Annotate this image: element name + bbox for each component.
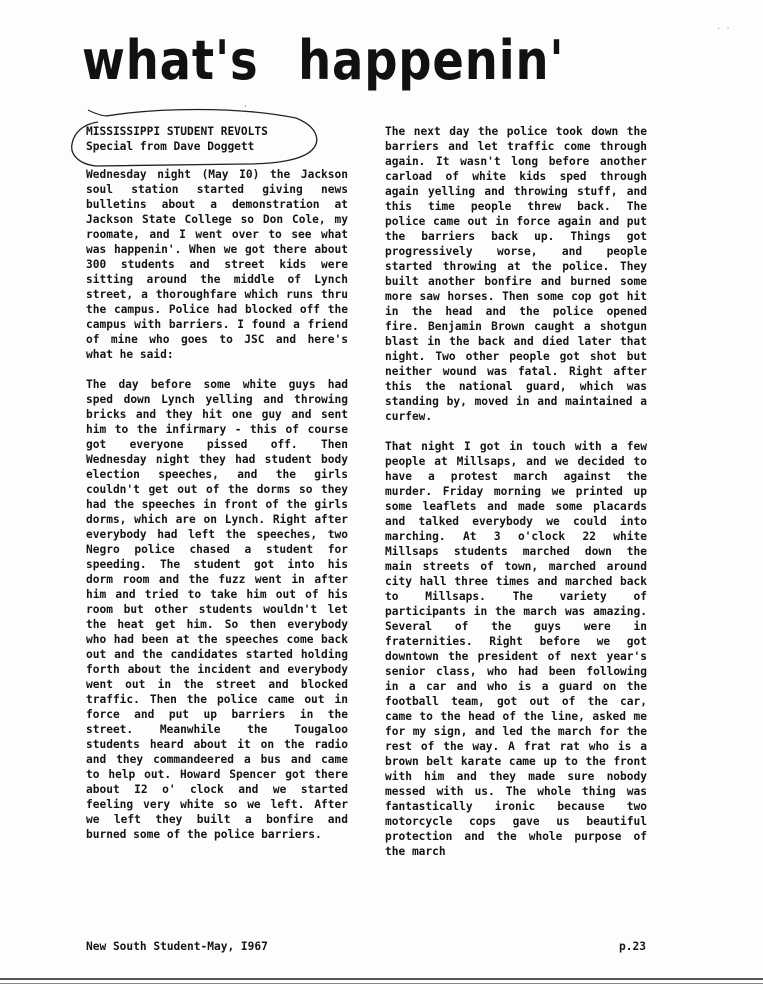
bottom-rule-thin xyxy=(0,983,763,984)
headline-block xyxy=(86,124,348,160)
article-headline: MISSISSIPPI STUDENT REVOLTS xyxy=(86,125,268,138)
footer-publication: New South Student-May, I967 xyxy=(86,940,268,953)
article-paragraph: The day before some white guys had sped down Lynch yelling and throwing bricks and they hit one guy and sent him to the infirmary - this of course got everyone pissed off. Then Wednesday night they had student body election speeches, and the girls couldn't get out of the dorms so they had the speeches in front of the girls dorms, which are on Lynch. Right after everybody had left the speeches, two Negro police chased a student for speeding. The student got into his dorm room and the fuzz went in after him and tried to take him out of his room but other students wouldn't let the heat get him. So then everybody who had been at the speeches come back out and the candidates started holding forth about the incident and everybody went out in the street and blocked traffic. Then the police came out in force and put up barriers in the street. Meanwhile the Tougaloo students heard about it on the radio and they commandeered a bus and came to help out. Howard Spencer got there about I2 o' clock and we started feeling very white so we left. After we left they built a bonfire and burned some of the police barriers. xyxy=(86,378,348,841)
bottom-rule xyxy=(0,978,763,980)
article-paragraph: That night I got in touch with a few people at Millsaps, and we decided to have a protest march against the murder. Friday morning we printed up some leaflets and made some placards and talked everybody we could into marching. At 3 o'clock 22 white Millsaps students marched down the main streets of town, marched around city hall three times and marched back to Millsaps. The variety of participants in the march was amazing. Several of the guys were in fraternities. Right before we got downtown the president of next year's senior class, who had been following in a car and who is a guard on the football team, got out of the car, came to the head of the line, asked me for my sign, and led the march for the rest of the way. A frat rat who is a brown belt karate came up to the front with him and they made sure nobody messed with us. The whole thing was fantastically ironic because two motorcycle cops gave us beautiful protection and the whole purpose of the march xyxy=(385,440,647,858)
article-column-right xyxy=(385,124,647,859)
masthead-word-2: happenin' xyxy=(298,29,565,92)
corner-mark: · · xyxy=(716,24,731,33)
masthead-word-1: what's xyxy=(82,29,259,92)
article-paragraph: Wednesday night (May I0) the Jackson soul station started giving news bulletins about a demonstration at Jackson State College so Don Cole, my roomate, and I went over to see what was happenin'. When we got there about 300 students and street kids were sitting around the middle of Lynch street, a thoroughfare which runs thru the campus. Police had blocked off the campus with barriers. I found a friend of mine who goes to JSC and here's what he said: xyxy=(86,168,348,361)
margin-tick-mark: · xyxy=(244,102,247,112)
masthead xyxy=(82,29,565,92)
article-byline: Special from Dave Doggett xyxy=(86,140,255,153)
footer-page-number: p.23 xyxy=(619,940,646,953)
article-paragraph: The next day the police took down the barriers and let traffic come through again. It wasn't long before another carload of white kids sped through again yelling and throwing stuff, and this time people threw back. The police came out in force again and put the barriers back up. Things got progressively worse, and people started throwing at the police. They built another bonfire and burned some more saw horses. Then some cop got hit in the head and the police opened fire. Benjamin Brown caught a shotgun blast in the back and died later that night. Two other people got shot but neither wound was fatal. Right after this the national guard, which was standing by, moved in and maintained a curfew. xyxy=(385,125,647,423)
article-column-left xyxy=(86,124,348,842)
hand-drawn-loop xyxy=(66,106,326,178)
